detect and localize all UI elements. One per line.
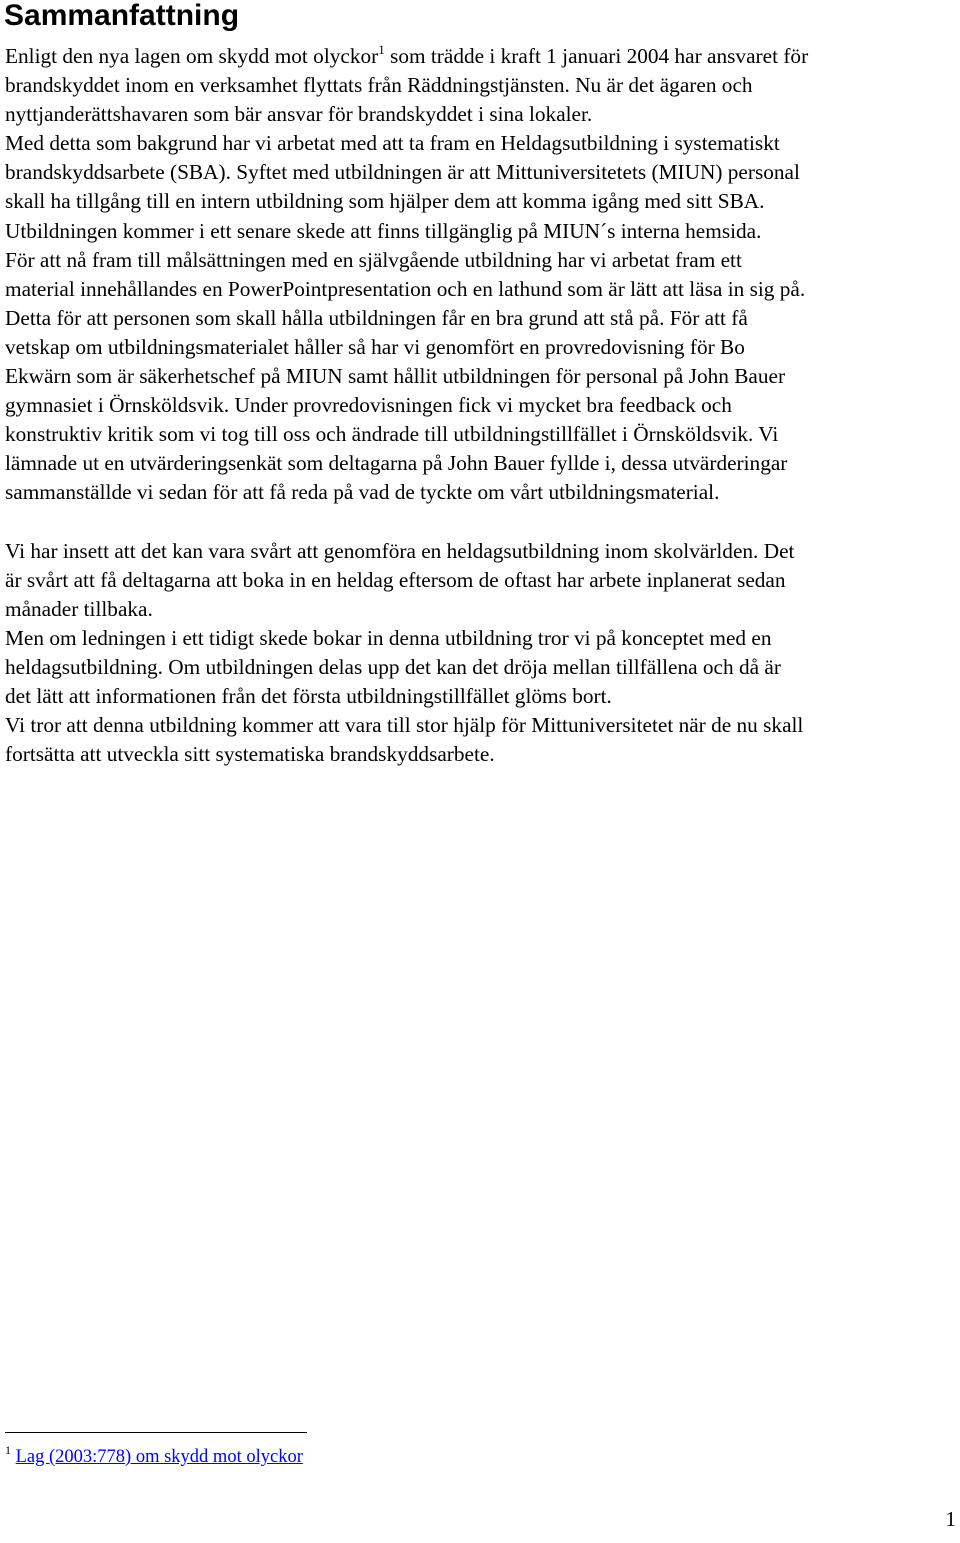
page-number: 1 [945,1507,956,1531]
paragraph-line: fortsätta att utveckla sitt systematiska brandskyddsarbete. [5,742,495,767]
paragraph-line: Ekwärn som är säkerhetschef på MIUN samt hållit utbildningen för personal på John Bauer [5,364,786,389]
paragraph-line: Men om ledningen i ett tidigt skede bokar in denna utbildning tror vi på konceptet med en [5,625,772,650]
paragraph-line: det lätt att informationen från det första utbildningstillfället glöms bort. [5,684,612,709]
paragraph-line: nyttjanderättshavaren som bär ansvar för brandskyddet i sina lokaler. [5,102,593,127]
footnote-marker: 1 [5,1443,11,1457]
footnote-divider [5,1432,307,1433]
paragraph-line: konstruktiv kritik som vi tog till oss och ändrade till utbildningstillfället i Örnsköldsvik. Vi [5,422,779,447]
paragraph-line: Vi tror att denna utbildning kommer att vara till stor hjälp för Mittuniversitetet när de nu skall [5,713,804,738]
paragraph-line: vetskap om utbildningsmaterialet håller så har vi genomfört en provredovisning för Bo [5,334,745,359]
paragraph-line: gymnasiet i Örnsköldsvik. Under provredovisningen fick vi mycket bra feedback och [5,393,732,418]
paragraph-spacer [5,508,960,537]
summary-body [5,42,960,769]
section-heading: Sammanfattning [4,0,240,32]
paragraph-line: skall ha tillgång till en intern utbildning som hjälper dem att komma igång med sitt SBA. [5,189,765,214]
paragraph-line: material innehållandes en PowerPointpresentation och en lathund som är lätt att läsa in sig på. [5,276,806,301]
paragraph-line: brandskyddsarbete (SBA). Syftet med utbildningen är att Mittuniversitetets (MIUN) personal [5,160,800,185]
paragraph-line: Detta för att personen som skall hålla utbildningen får en bra grund att stå på. För att få [5,305,748,330]
footnote-link[interactable]: Lag (2003:778) om skydd mot olyckor [15,1447,303,1467]
paragraph-line: är svårt att få deltagarna att boka in en heldag eftersom de oftast har arbete inplanerat sedan [5,567,786,592]
paragraph-line [5,42,960,71]
paragraph-line: Vi har insett att det kan vara svårt att genomföra en heldagsutbildning inom skolvärlden. Det [5,538,795,563]
paragraph-line: För att nå fram till målsättningen med en självgående utbildning har vi arbetat fram ett [5,247,742,272]
paragraph-line: heldagsutbildning. Om utbildningen delas upp det kan det dröja mellan tillfällena och då är [5,654,781,679]
paragraph-line: sammanställde vi sedan för att få reda på vad de tyckte om vårt utbildningsmaterial. [5,480,720,505]
paragraph-line: Utbildningen kommer i ett senare skede att finns tillgänglig på MIUN´s interna hemsida. [5,218,762,243]
footnote-reference: 1 [378,42,385,57]
paragraph-line: månader tillbaka. [5,596,153,621]
text-fragment: Enligt den nya lagen om skydd mot olyckor [5,44,379,68]
footnote [5,1444,303,1470]
paragraph-line: Med detta som bakgrund har vi arbetat med att ta fram en Heldagsutbildning i systematiskt [5,131,780,156]
text-fragment: som trädde i kraft 1 januari 2004 har ansvaret för [384,44,809,68]
paragraph-line: brandskyddet inom en verksamhet flyttats från Räddningstjänsten. Nu är det ägaren och [5,73,753,98]
paragraph-line: lämnade ut en utvärderingsenkät som deltagarna på John Bauer fyllde i, dessa utvärderingar [5,451,788,476]
